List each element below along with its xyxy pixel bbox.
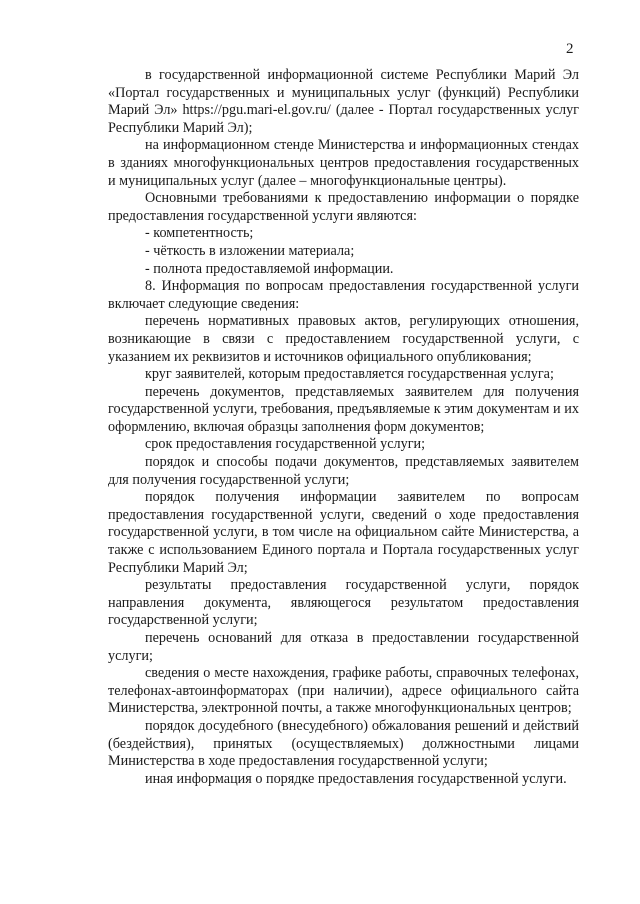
paragraph-contacts: сведения о месте нахождения, графике работы, справочных телефонах, телефонах-автоинформаторах (при наличии), адресе официального сайта Министерства, электронной почты, а также многофункциональных центров; <box>108 665 579 717</box>
page-number: 2 <box>566 41 574 57</box>
paragraph-portal: в государственной информационной системе Республики Марий Эл «Портал государственных и муниципальных услуг (функций) Республики Марий Эл» https://pgu.mari-el.gov.ru/ (далее - Портал государственных услуг Республики Марий Эл); <box>108 67 579 136</box>
list-item-competence: - компетентность; <box>145 225 254 242</box>
document-body <box>108 67 579 788</box>
paragraph-refusal-grounds: перечень оснований для отказа в предоставлении государственной услуги; <box>108 630 579 664</box>
list-item-clarity: - чёткость в изложении материала; <box>145 242 355 259</box>
paragraph-submission: порядок и способы подачи документов, представляемых заявителем для получения государственной услуги; <box>108 454 579 488</box>
paragraph-section-8: 8. Информация по вопросам предоставления государственной услуги включает следующие сведения: <box>108 278 579 312</box>
paragraph-information-order: порядок получения информации заявителем по вопросам предоставления государственной услуги, сведений о ходе предоставления государственной услуги, в том числе на официальном сайте Министерства, а также с использованием Единого портала и Портала государственных услуг Республики Марий Эл; <box>108 489 579 576</box>
paragraph-term: срок предоставления государственной услуги; <box>145 436 426 453</box>
paragraph-legal-acts: перечень нормативных правовых актов, регулирующих отношения, возникающие в связи с предоставлением государственной услуги, с указанием их реквизитов и источников официального опубликования; <box>108 313 579 365</box>
paragraph-appeal: порядок досудебного (внесудебного) обжалования решений и действий (бездействия), принятых (осуществляемых) должностными лицами Министерства в ходе предоставления государственной услуги; <box>108 717 579 770</box>
paragraph-other-info: иная информация о порядке предоставления государственной услуги. <box>145 770 567 787</box>
paragraph-requirements: Основными требованиями к предоставлению информации о порядке предоставления государственной услуги являются: <box>108 190 579 224</box>
paragraph-documents: перечень документов, представляемых заявителем для получения государственной услуги, требования, предъявляемые к этим документам и их оформлению, включая образцы заполнения форм документов; <box>108 383 579 435</box>
paragraph-info-stand: на информационном стенде Министерства и информационных стендах в зданиях многофункциональных центров предоставления государственных и муниципальных услуг (далее – многофункциональные центры). <box>108 137 579 189</box>
paragraph-applicants: круг заявителей, которым предоставляется государственная услуга; <box>145 366 554 383</box>
paragraph-results: результаты предоставления государственной услуги, порядок направления документа, являющегося результатом предоставления государственной услуги; <box>108 577 579 629</box>
list-item-completeness: - полнота предоставляемой информации. <box>145 260 394 277</box>
